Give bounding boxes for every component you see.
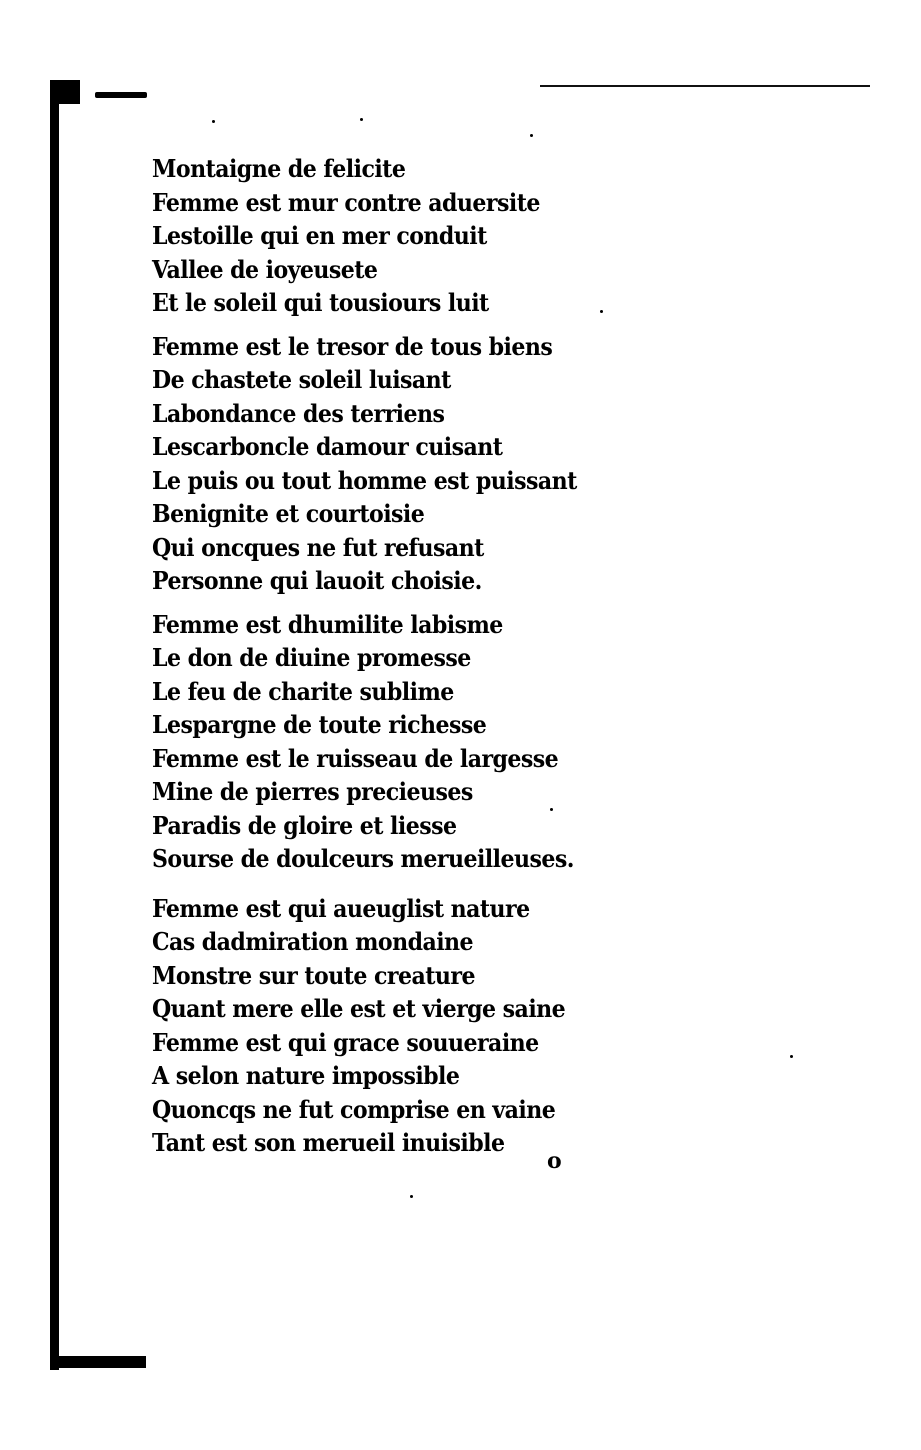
verse-line: Mine de pierres precieuses [152,777,473,806]
verse-line: Le puis ou tout homme est puissant [152,465,577,495]
verse-line: Lescarboncle damour cuisant [152,432,503,461]
stanza-break [152,598,577,608]
verse-line: Lespargne de toute richesse [152,710,487,739]
verse-line: Lestoille qui en mer conduit [152,221,487,250]
verse-line: De chastete soleil luisant [152,365,451,394]
verse-line: Benignite et courtoisie [152,499,425,528]
ink-speck [790,1055,793,1058]
ink-speck [360,118,363,121]
verse-line: Quant mere elle est et vierge saine [152,994,566,1023]
verse-line: Paradis de gloire et liesse [152,810,457,840]
verse-line: Femme est mur contre aduersite [152,187,540,217]
verse-line: Le feu de charite sublime [152,676,454,706]
page-border-bottom [50,1356,146,1368]
verse-line: Sourse de doulceurs merueilleuses. [152,844,574,873]
stanza-break [152,320,577,330]
verse-line: Femme est qui grace souueraine [152,1027,539,1057]
verse-line: A selon nature impossible [152,1061,460,1090]
verse-line: Vallee de ioyeusete [152,254,378,284]
verse-line: Qui oncques ne fut refusant [152,532,484,562]
page-border-left [50,80,59,1370]
verse-line: Montaigne de felicite [152,154,406,183]
verse-line: Femme est le ruisseau de largesse [152,743,559,773]
ink-speck [410,1195,413,1198]
stanza-break [152,876,577,892]
ink-speck [212,120,215,123]
verse-line: Et le soleil qui tousiours luit [152,288,489,317]
verse-line: Monstre sur toute creature [152,960,475,990]
verse-line: Cas dadmiration mondaine [152,927,474,956]
ink-speck [530,134,533,137]
verse-line: Femme est le tresor de tous biens [152,331,553,361]
verse-line: Labondance des terriens [152,398,445,428]
verse-line: Femme est dhumilite labisme [152,609,503,639]
verse-line: Tant est son merueil inuisible [152,1128,505,1157]
verse-line: Quoncqs ne fut comprise en vaine [152,1094,556,1124]
verse-line: Le don de diuine promesse [152,643,471,672]
verse-line: Femme est qui aueuglist nature [152,893,530,923]
page-border-top-cap [50,80,80,104]
top-rule-left [95,92,147,98]
poem-text [152,152,614,1160]
verse-line: Personne qui lauoit choisie. [152,566,482,595]
signature-mark: o [547,1148,562,1174]
top-rule [540,85,870,87]
